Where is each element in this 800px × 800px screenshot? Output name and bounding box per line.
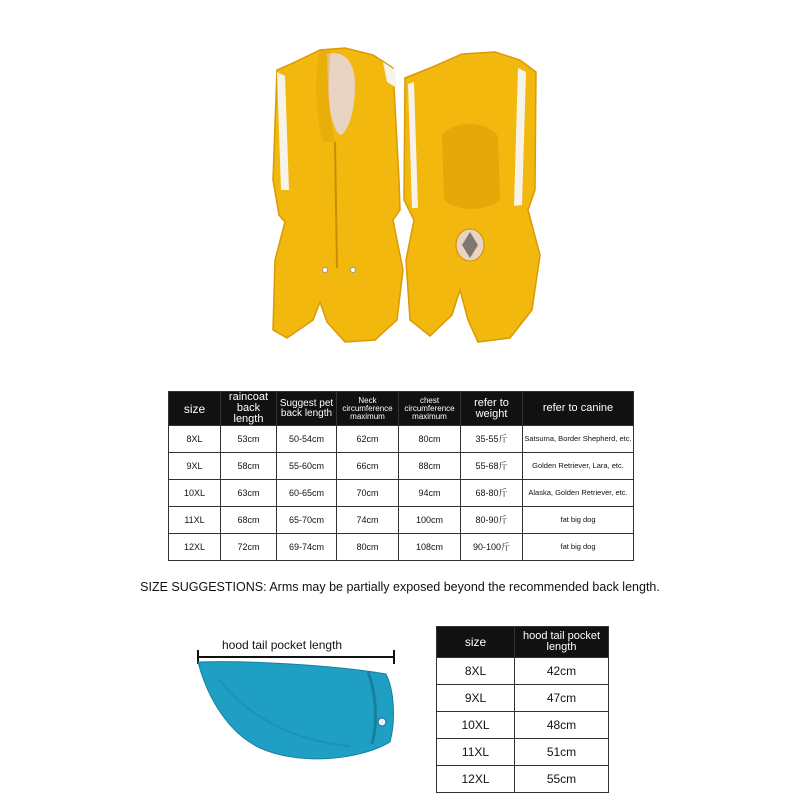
cell-weight: 68-80斤 (461, 480, 523, 507)
pouch-length-label: hood tail pocket length (222, 638, 343, 652)
pocket-cell-length: 55cm (515, 766, 609, 793)
cell-suggest: 60-65cm (277, 480, 337, 507)
cell-chest: 100cm (399, 507, 461, 534)
cell-canine: Alaska, Golden Retriever, etc. (523, 480, 634, 507)
cell-suggest: 69-74cm (277, 534, 337, 561)
pocket-cell-length: 42cm (515, 658, 609, 685)
pocket-cell-size: 8XL (437, 658, 515, 685)
table-row (437, 685, 609, 712)
size-table-header (169, 392, 634, 426)
cell-neck: 66cm (337, 453, 399, 480)
cell-size: 12XL (169, 534, 221, 561)
header-suggest-back-length: Suggest pet back length (277, 392, 337, 426)
raincoat-tail-pocket (442, 124, 500, 209)
cell-back: 68cm (221, 507, 277, 534)
pouch-body (198, 662, 393, 759)
pocket-length-table (436, 626, 609, 793)
hood-pouch-photo (190, 630, 410, 770)
cell-size: 8XL (169, 426, 221, 453)
header-chest-circumference: chest circumference maximum (399, 392, 461, 426)
table-row (169, 426, 634, 453)
product-photos (260, 40, 550, 360)
cell-canine: fat big dog (523, 534, 634, 561)
pocket-table-header (437, 627, 609, 658)
pocket-cell-size: 11XL (437, 739, 515, 766)
size-table (168, 391, 634, 561)
cell-suggest: 65-70cm (277, 507, 337, 534)
cell-canine: Golden Retriever, Lara, etc. (523, 453, 634, 480)
cell-weight: 90-100斤 (461, 534, 523, 561)
pocket-cell-length: 48cm (515, 712, 609, 739)
cell-chest: 94cm (399, 480, 461, 507)
table-row (169, 507, 634, 534)
cell-suggest: 50-54cm (277, 426, 337, 453)
cell-weight: 35-55斤 (461, 426, 523, 453)
table-row (437, 712, 609, 739)
cell-weight: 80-90斤 (461, 507, 523, 534)
raincoat-front-photo (265, 40, 405, 350)
cell-chest: 108cm (399, 534, 461, 561)
cell-size: 9XL (169, 453, 221, 480)
header-raincoat-back-length: raincoat back length (221, 392, 277, 426)
table-row (169, 453, 634, 480)
pocket-cell-size: 9XL (437, 685, 515, 712)
cell-neck: 74cm (337, 507, 399, 534)
hood-pouch-figure (190, 630, 410, 770)
cell-back: 72cm (221, 534, 277, 561)
pouch-snap (378, 718, 386, 726)
cell-size: 10XL (169, 480, 221, 507)
table-row (169, 480, 634, 507)
cell-neck: 62cm (337, 426, 399, 453)
cell-back: 53cm (221, 426, 277, 453)
cell-weight: 55-68斤 (461, 453, 523, 480)
header-refer-canine: refer to canine (523, 392, 634, 426)
cell-canine: Satsuma, Border Shepherd, etc. (523, 426, 634, 453)
pocket-header-size: size (437, 627, 515, 658)
pocket-cell-length: 47cm (515, 685, 609, 712)
header-refer-weight: refer to weight (461, 392, 523, 426)
table-row (169, 534, 634, 561)
header-neck-circumference: Neck circumference maximum (337, 392, 399, 426)
table-row (437, 739, 609, 766)
pocket-cell-size: 10XL (437, 712, 515, 739)
table-row (437, 766, 609, 793)
cell-chest: 88cm (399, 453, 461, 480)
pocket-cell-length: 51cm (515, 739, 609, 766)
cell-back: 58cm (221, 453, 277, 480)
cell-chest: 80cm (399, 426, 461, 453)
pocket-cell-size: 12XL (437, 766, 515, 793)
cell-neck: 70cm (337, 480, 399, 507)
raincoat-back-photo (400, 40, 545, 350)
pocket-header-length: hood tail pocket length (515, 627, 609, 658)
table-row (437, 658, 609, 685)
cell-canine: fat big dog (523, 507, 634, 534)
cell-neck: 80cm (337, 534, 399, 561)
size-suggestion-note: SIZE SUGGESTIONS: Arms may be partially exposed beyond the recommended back length. (140, 580, 660, 594)
cell-back: 63cm (221, 480, 277, 507)
cell-size: 11XL (169, 507, 221, 534)
header-size: size (169, 392, 221, 426)
cell-suggest: 55-60cm (277, 453, 337, 480)
